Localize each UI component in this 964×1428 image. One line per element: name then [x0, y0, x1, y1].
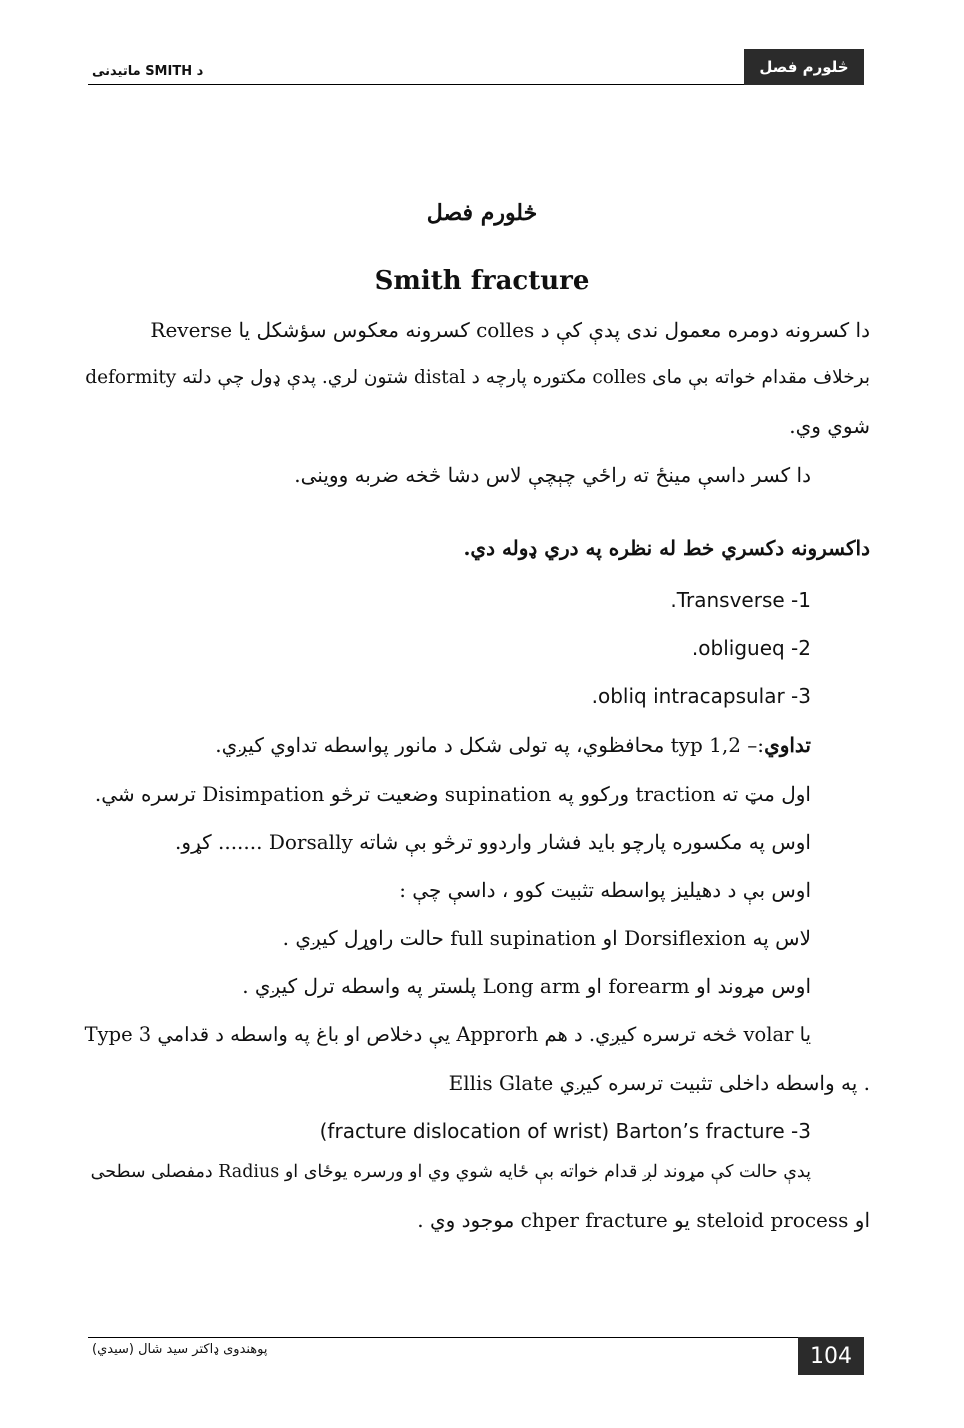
barton-heading: (fracture dislocation of wrist) Barton’s fracture -3 [319, 1119, 811, 1143]
step-2: اوس په مکسوره پارچو باید فشار واردوو ترڅو بې شاته Dorsally ....... کړو. [175, 830, 811, 854]
step-5: اوس مړوند او forearm او Long arm پلستر په واسطه ترل کیږي . [242, 974, 811, 998]
paragraph2: دا کسر داسې مینځ ته راځي چېچې لاس دشا څخه ضربه ووینی. [294, 463, 811, 487]
footer-author: پوهندوی ډاکتر سید شال (سیدي) [92, 1342, 268, 1357]
step-4: لاس په Dorsiflexion او full supination حالت راوړل کیږي . [282, 926, 811, 950]
type-item-3: .obliq intracapsular -3 [591, 684, 811, 708]
chapter-title: څلورم فصل [426, 200, 538, 226]
barton-line1: پدې حالت کې مړوند لږ قدام خواته بې ځایه شوي وي او ورسره یوځای او Radius دمفصلی سطحی [90, 1162, 811, 1182]
type-item-1: .Transverse -1 [670, 588, 811, 612]
treatment-label: تداوي [764, 733, 811, 757]
barton-line2: او steloid process یو chper fracture موجود وي . [417, 1208, 870, 1232]
section-title: Smith fracture [374, 266, 590, 296]
type-item-2: .obligueq -2 [691, 636, 811, 660]
chapter-tab: څلورم فصل [744, 49, 864, 85]
treatment-text: :– typ 1,2 محافظوي، په تولی شکل د مانور پواسطه تداوي کیږي. [215, 733, 765, 757]
type3-line1: Type 3 یې دخلاص او باغ په واسطه د قدامي Approrh څخه ترسره کیږي. د هم volar یا [84, 1023, 811, 1046]
type3-line2: Ellis Glate په واسطه داخلی تثبیت ترسره کیږي . [448, 1071, 870, 1095]
step-3: اوس بې د دهیلیز پواسطه تثبیت کوو ، داسې چې : [399, 878, 811, 902]
running-title: د SMITH ماتیدنی [92, 64, 204, 79]
paragraph1-line1: دا کسرونه دومره معمول ندی پدې کې د colles کسرونه معکوس سؤشکل یا Reverse [150, 318, 870, 342]
paragraph1-line2: deformity شتون لري. پدې ډول چې دلته distal مکتوره پارچه د colles برخلاف مقدام خواته بې مای [85, 367, 870, 388]
paragraph1-line3: شوي وي. [789, 414, 870, 438]
page-number: 104 [798, 1337, 864, 1375]
step-1: اول مټ ته traction ورکوو په supination وضعیت ترڅو Disimpation ترسره شي. [94, 782, 811, 806]
types-heading: داکسرونه دکسري خط له نظره په دري ډوله دي. [463, 536, 870, 560]
footer-rule [88, 1337, 864, 1338]
treatment-line [215, 730, 811, 760]
